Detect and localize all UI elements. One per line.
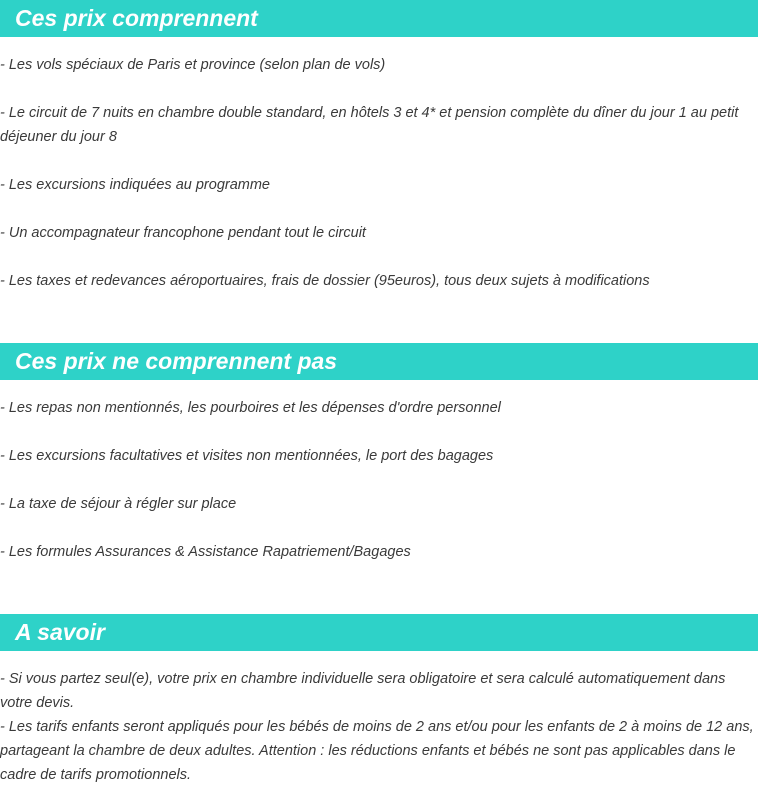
info-item-child-rates: - Les tarifs enfants seront appliqués pour les bébés de moins de 2 ans et/ou pour les enfants de 2 à moins de 12 ans, partageant la chambre de deux adultes. Attention : les réductions enfants et bébés ne sont pas applicables dans le cadre de tarifs promotionnels.	[0, 719, 754, 783]
included-item-flights: - Les vols spéciaux de Paris et province (selon plan de vols)	[0, 57, 386, 73]
not-included-item-tourist-tax: - La taxe de séjour à régler sur place	[0, 496, 237, 512]
section-header-good-to-know: A savoir	[0, 614, 758, 651]
included-item-guide: - Un accompagnateur francophone pendant tout le circuit	[0, 225, 366, 241]
not-included-item-insurance: - Les formules Assurances & Assistance Rapatriement/Bagages	[0, 544, 411, 560]
included-item-excursions: - Les excursions indiquées au programme	[0, 177, 270, 193]
not-included-item-optional-excursions: - Les excursions facultatives et visites non mentionnées, le port des bagages	[0, 448, 494, 464]
info-item-single-room: - Si vous partez seul(e), votre prix en chambre individuelle sera obligatoire et sera calculé automatiquement dans votre devis.	[0, 671, 726, 711]
included-item-taxes: - Les taxes et redevances aéroportuaires, frais de dossier (95euros), tous deux sujets à modifications	[0, 273, 650, 289]
not-included-item-meals: - Les repas non mentionnés, les pourboires et les dépenses d'ordre personnel	[0, 400, 501, 416]
included-item-circuit: - Le circuit de 7 nuits en chambre double standard, en hôtels 3 et 4* et pension complète du dîner du jour 1 au petit déjeuner du jour 8	[0, 105, 739, 145]
section-header-not-included: Ces prix ne comprennent pas	[0, 343, 758, 380]
section-header-included: Ces prix comprennent	[0, 0, 758, 37]
